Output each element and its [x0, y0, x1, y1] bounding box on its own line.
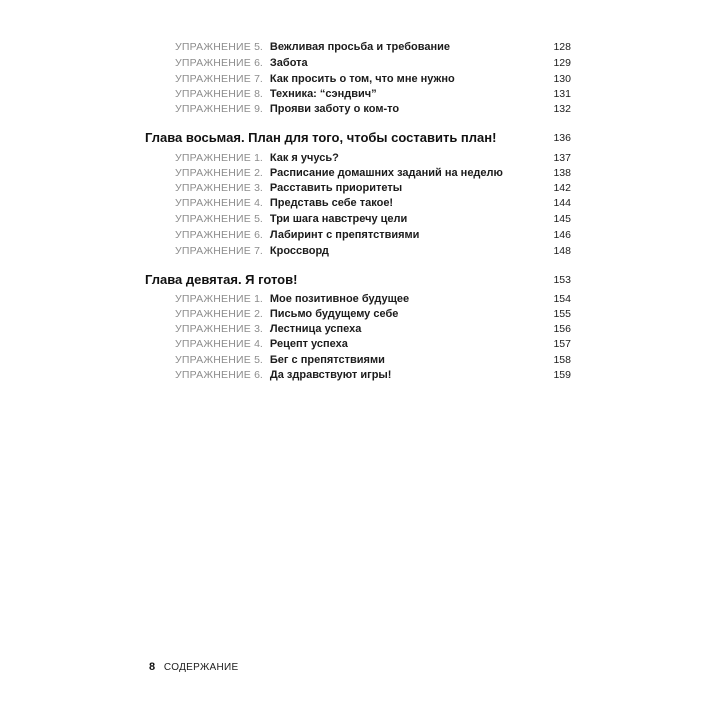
page-number: 158: [553, 354, 571, 366]
toc-entry[interactable]: [175, 71, 571, 87]
exercise-number: 3.: [254, 323, 263, 335]
exercise-number: 2.: [254, 167, 263, 179]
toc-entry[interactable]: [175, 306, 571, 322]
exercise-number: 9.: [254, 103, 263, 115]
exercise-label: УПРАЖНЕНИЕ: [175, 152, 255, 164]
page-footer: [149, 660, 238, 675]
page-number: 131: [553, 88, 571, 100]
exercise-label: УПРАЖНЕНИЕ: [175, 57, 255, 69]
page-number: 136: [553, 132, 571, 144]
exercise-label: УПРАЖНЕНИЕ: [175, 41, 255, 53]
chapter-title: Глава восьмая. План для того, чтобы составить план!: [145, 130, 497, 145]
exercise-title: Вежливая просьба и требование: [269, 41, 451, 53]
exercise-label: УПРАЖНЕНИЕ: [175, 167, 255, 179]
exercise-number: 5.: [254, 354, 263, 366]
exercise-label: УПРАЖНЕНИЕ: [175, 293, 255, 305]
exercise-label: УПРАЖНЕНИЕ: [175, 197, 255, 209]
exercise-title: Лестница успеха: [269, 323, 362, 335]
chapter-heading[interactable]: [145, 129, 571, 147]
page-number: 142: [553, 182, 571, 194]
exercise-number: 6.: [254, 229, 263, 241]
exercise-title: Расписание домашних заданий на неделю: [269, 167, 503, 179]
exercise-number: 4.: [254, 338, 263, 350]
page-number: 132: [553, 103, 571, 115]
exercise-title: Да здравствуют игры!: [269, 369, 392, 381]
page-number: 159: [553, 369, 571, 381]
toc-entry[interactable]: [175, 291, 571, 307]
exercise-title: Кроссворд: [269, 245, 329, 257]
exercise-number: 5.: [254, 41, 263, 53]
exercise-title: Расставить приоритеты: [269, 182, 403, 194]
exercise-title: Как я учусь?: [269, 152, 339, 164]
toc-entry[interactable]: [175, 101, 571, 117]
page-number: 130: [553, 73, 571, 85]
chapter-title: Глава девятая. Я готов!: [145, 272, 298, 287]
page-number: 153: [553, 274, 571, 286]
exercise-label: УПРАЖНЕНИЕ: [175, 182, 255, 194]
exercise-title: Мое позитивное будущее: [269, 293, 410, 305]
exercise-title: Бег с препятствиями: [269, 354, 385, 366]
exercise-title: Прояви заботу о ком-то: [269, 103, 400, 115]
toc-entry[interactable]: [175, 150, 571, 166]
toc-entry[interactable]: [175, 180, 571, 196]
exercise-title: Письмо будущему себе: [269, 308, 399, 320]
exercise-number: 3.: [254, 182, 263, 194]
toc-entry[interactable]: [175, 367, 571, 383]
exercise-number: 7.: [254, 73, 263, 85]
exercise-label: УПРАЖНЕНИЕ: [175, 73, 255, 85]
exercise-title: Забота: [269, 57, 308, 69]
exercise-number: 4.: [254, 197, 263, 209]
page-number: 145: [553, 213, 571, 225]
exercise-label: УПРАЖНЕНИЕ: [175, 369, 255, 381]
exercise-label: УПРАЖНЕНИЕ: [175, 338, 255, 350]
page-number: 156: [553, 323, 571, 335]
exercise-label: УПРАЖНЕНИЕ: [175, 323, 255, 335]
page-number: 154: [553, 293, 571, 305]
exercise-label: УПРАЖНЕНИЕ: [175, 354, 255, 366]
page-number: 138: [553, 167, 571, 179]
toc-entry[interactable]: [175, 195, 571, 211]
exercise-number: 1.: [254, 293, 263, 305]
chapter-heading[interactable]: [145, 271, 571, 289]
toc-entry[interactable]: [175, 165, 571, 181]
exercise-number: 2.: [254, 308, 263, 320]
page-number: 129: [553, 57, 571, 69]
toc-entry[interactable]: [175, 227, 571, 243]
toc-entry[interactable]: [175, 86, 571, 102]
exercise-number: 6.: [254, 57, 263, 69]
footer-page-number: 8: [149, 661, 156, 673]
page-number: 146: [553, 229, 571, 241]
exercise-number: 5.: [254, 213, 263, 225]
toc-entry[interactable]: [175, 243, 571, 259]
exercise-label: УПРАЖНЕНИЕ: [175, 245, 255, 257]
page-number: 144: [553, 197, 571, 209]
toc-entry[interactable]: [175, 55, 571, 71]
toc-entry[interactable]: [175, 39, 571, 55]
exercise-number: 6.: [254, 369, 263, 381]
page-number: 148: [553, 245, 571, 257]
exercise-number: 7.: [254, 245, 263, 257]
toc-entry[interactable]: [175, 352, 571, 368]
exercise-title: Лабиринт с препятствиями: [269, 229, 420, 241]
exercise-label: УПРАЖНЕНИЕ: [175, 229, 255, 241]
page-number: 157: [553, 338, 571, 350]
toc-entry[interactable]: [175, 336, 571, 352]
exercise-title: Как просить о том, что мне нужно: [269, 73, 455, 85]
exercise-label: УПРАЖНЕНИЕ: [175, 308, 255, 320]
exercise-title: Представь себе такое!: [269, 197, 394, 209]
exercise-title: Техника: “сэндвич”: [269, 88, 377, 100]
page-number: 155: [553, 308, 571, 320]
footer-section-title: СОДЕРЖАНИЕ: [163, 662, 239, 673]
exercise-number: 8.: [254, 88, 263, 100]
toc-entry[interactable]: [175, 321, 571, 337]
exercise-number: 1.: [254, 152, 263, 164]
exercise-label: УПРАЖНЕНИЕ: [175, 103, 255, 115]
exercise-title: Три шага навстречу цели: [269, 213, 408, 225]
page-number: 128: [553, 41, 571, 53]
page-number: 137: [553, 152, 571, 164]
exercise-label: УПРАЖНЕНИЕ: [175, 213, 255, 225]
toc-entry[interactable]: [175, 211, 571, 227]
exercise-label: УПРАЖНЕНИЕ: [175, 88, 255, 100]
exercise-title: Рецепт успеха: [269, 338, 348, 350]
